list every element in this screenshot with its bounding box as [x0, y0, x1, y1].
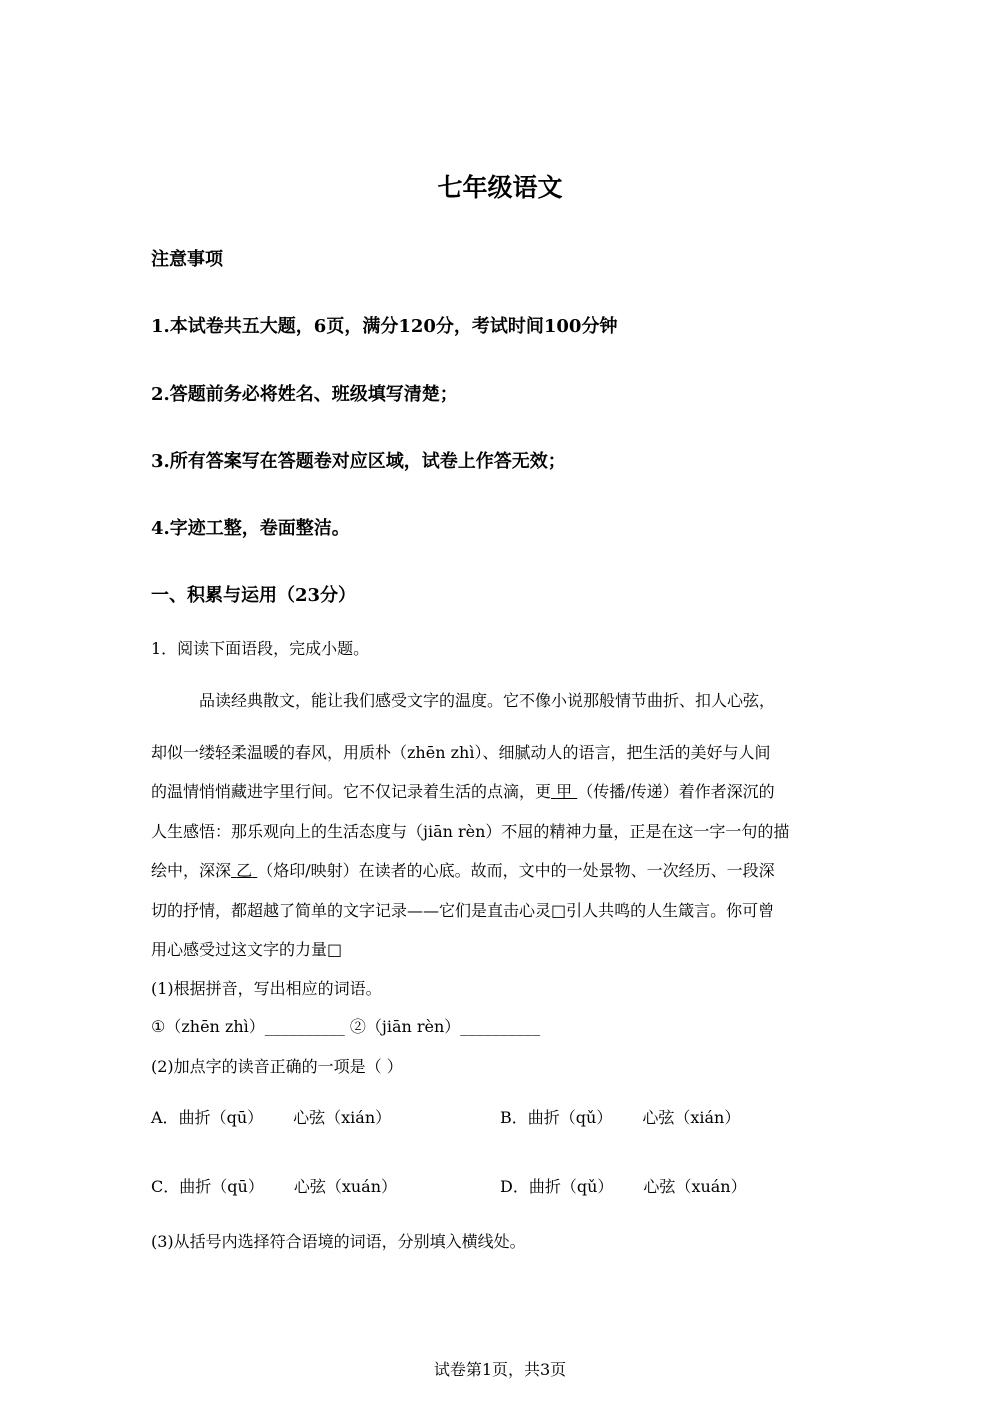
passage-line: 人生感悟：那乐观向上的生活态度与（jiān rèn）不屈的精神力量，正是在这一字一句的描	[151, 822, 790, 841]
question-intro: 1．阅读下面语段，完成小题。	[151, 639, 370, 658]
page-footer: 试卷第1页，共3页	[433, 1360, 567, 1379]
passage-line	[151, 779, 775, 802]
subquestion-1: (1)根据拼音，写出相应的词语。	[151, 979, 382, 998]
page-title: 七年级语文	[437, 173, 563, 202]
option-a: A．曲折（qū） 心弦（xián）	[151, 1108, 392, 1127]
option-b: B．曲折（qǔ） 心弦（xián）	[500, 1108, 741, 1127]
passage-text: 绘中，深深	[151, 861, 232, 880]
passage-line: 切的抒情，都超越了简单的文字记录——它们是直击心灵□引人共鸣的人生箴言。你可曾	[151, 901, 775, 920]
notice-item-3: 3.所有答案写在答题卷对应区域，试卷上作答无效；	[151, 451, 566, 472]
subquestion-2: (2)加点字的读音正确的一项是（ ）	[151, 1057, 403, 1076]
option-c: C．曲折（qū） 心弦（xuán）	[151, 1177, 398, 1196]
passage-line	[151, 858, 775, 881]
blank-yi: 乙	[236, 861, 253, 880]
passage-text: （传播/传递）着作者深沉的	[577, 782, 775, 801]
notice-item-2: 2.答题前务必将姓名、班级填写清楚；	[151, 384, 458, 405]
passage-line: 用心感受过这文字的力量□	[151, 940, 343, 959]
passage-line: 品读经典散文，能让我们感受文字的温度。它不像小说那般情节曲折、扣人心弦，	[199, 691, 776, 710]
notice-item-4: 4.字迹工整，卷面整洁。	[151, 518, 350, 539]
passage-text: （烙印/映射）在读者的心底。故而，文中的一处景物、一次经历、一段深	[257, 861, 775, 880]
blank-jia: 甲	[556, 782, 573, 801]
section-heading: 一、积累与运用（23分）	[151, 585, 357, 606]
passage-text: 的温情悄悄藏进字里行间。它不仅记录着生活的点滴，更	[151, 782, 552, 801]
option-d: D．曲折（qǔ） 心弦（xuán）	[500, 1177, 747, 1196]
notice-heading: 注意事项	[151, 249, 223, 270]
notice-item-1: 1.本试卷共五大题，6页，满分120分，考试时间100分钟	[151, 316, 618, 337]
subquestion-1-answers: ①（zhēn zhì）__________ ②（jiān rèn）__________	[151, 1017, 541, 1036]
subquestion-3: (3)从括号内选择符合语境的词语，分别填入横线处。	[151, 1232, 526, 1251]
passage-line: 却似一缕轻柔温暖的春风，用质朴（zhēn zhì）、细腻动人的语言，把生活的美好与人间	[151, 743, 771, 762]
